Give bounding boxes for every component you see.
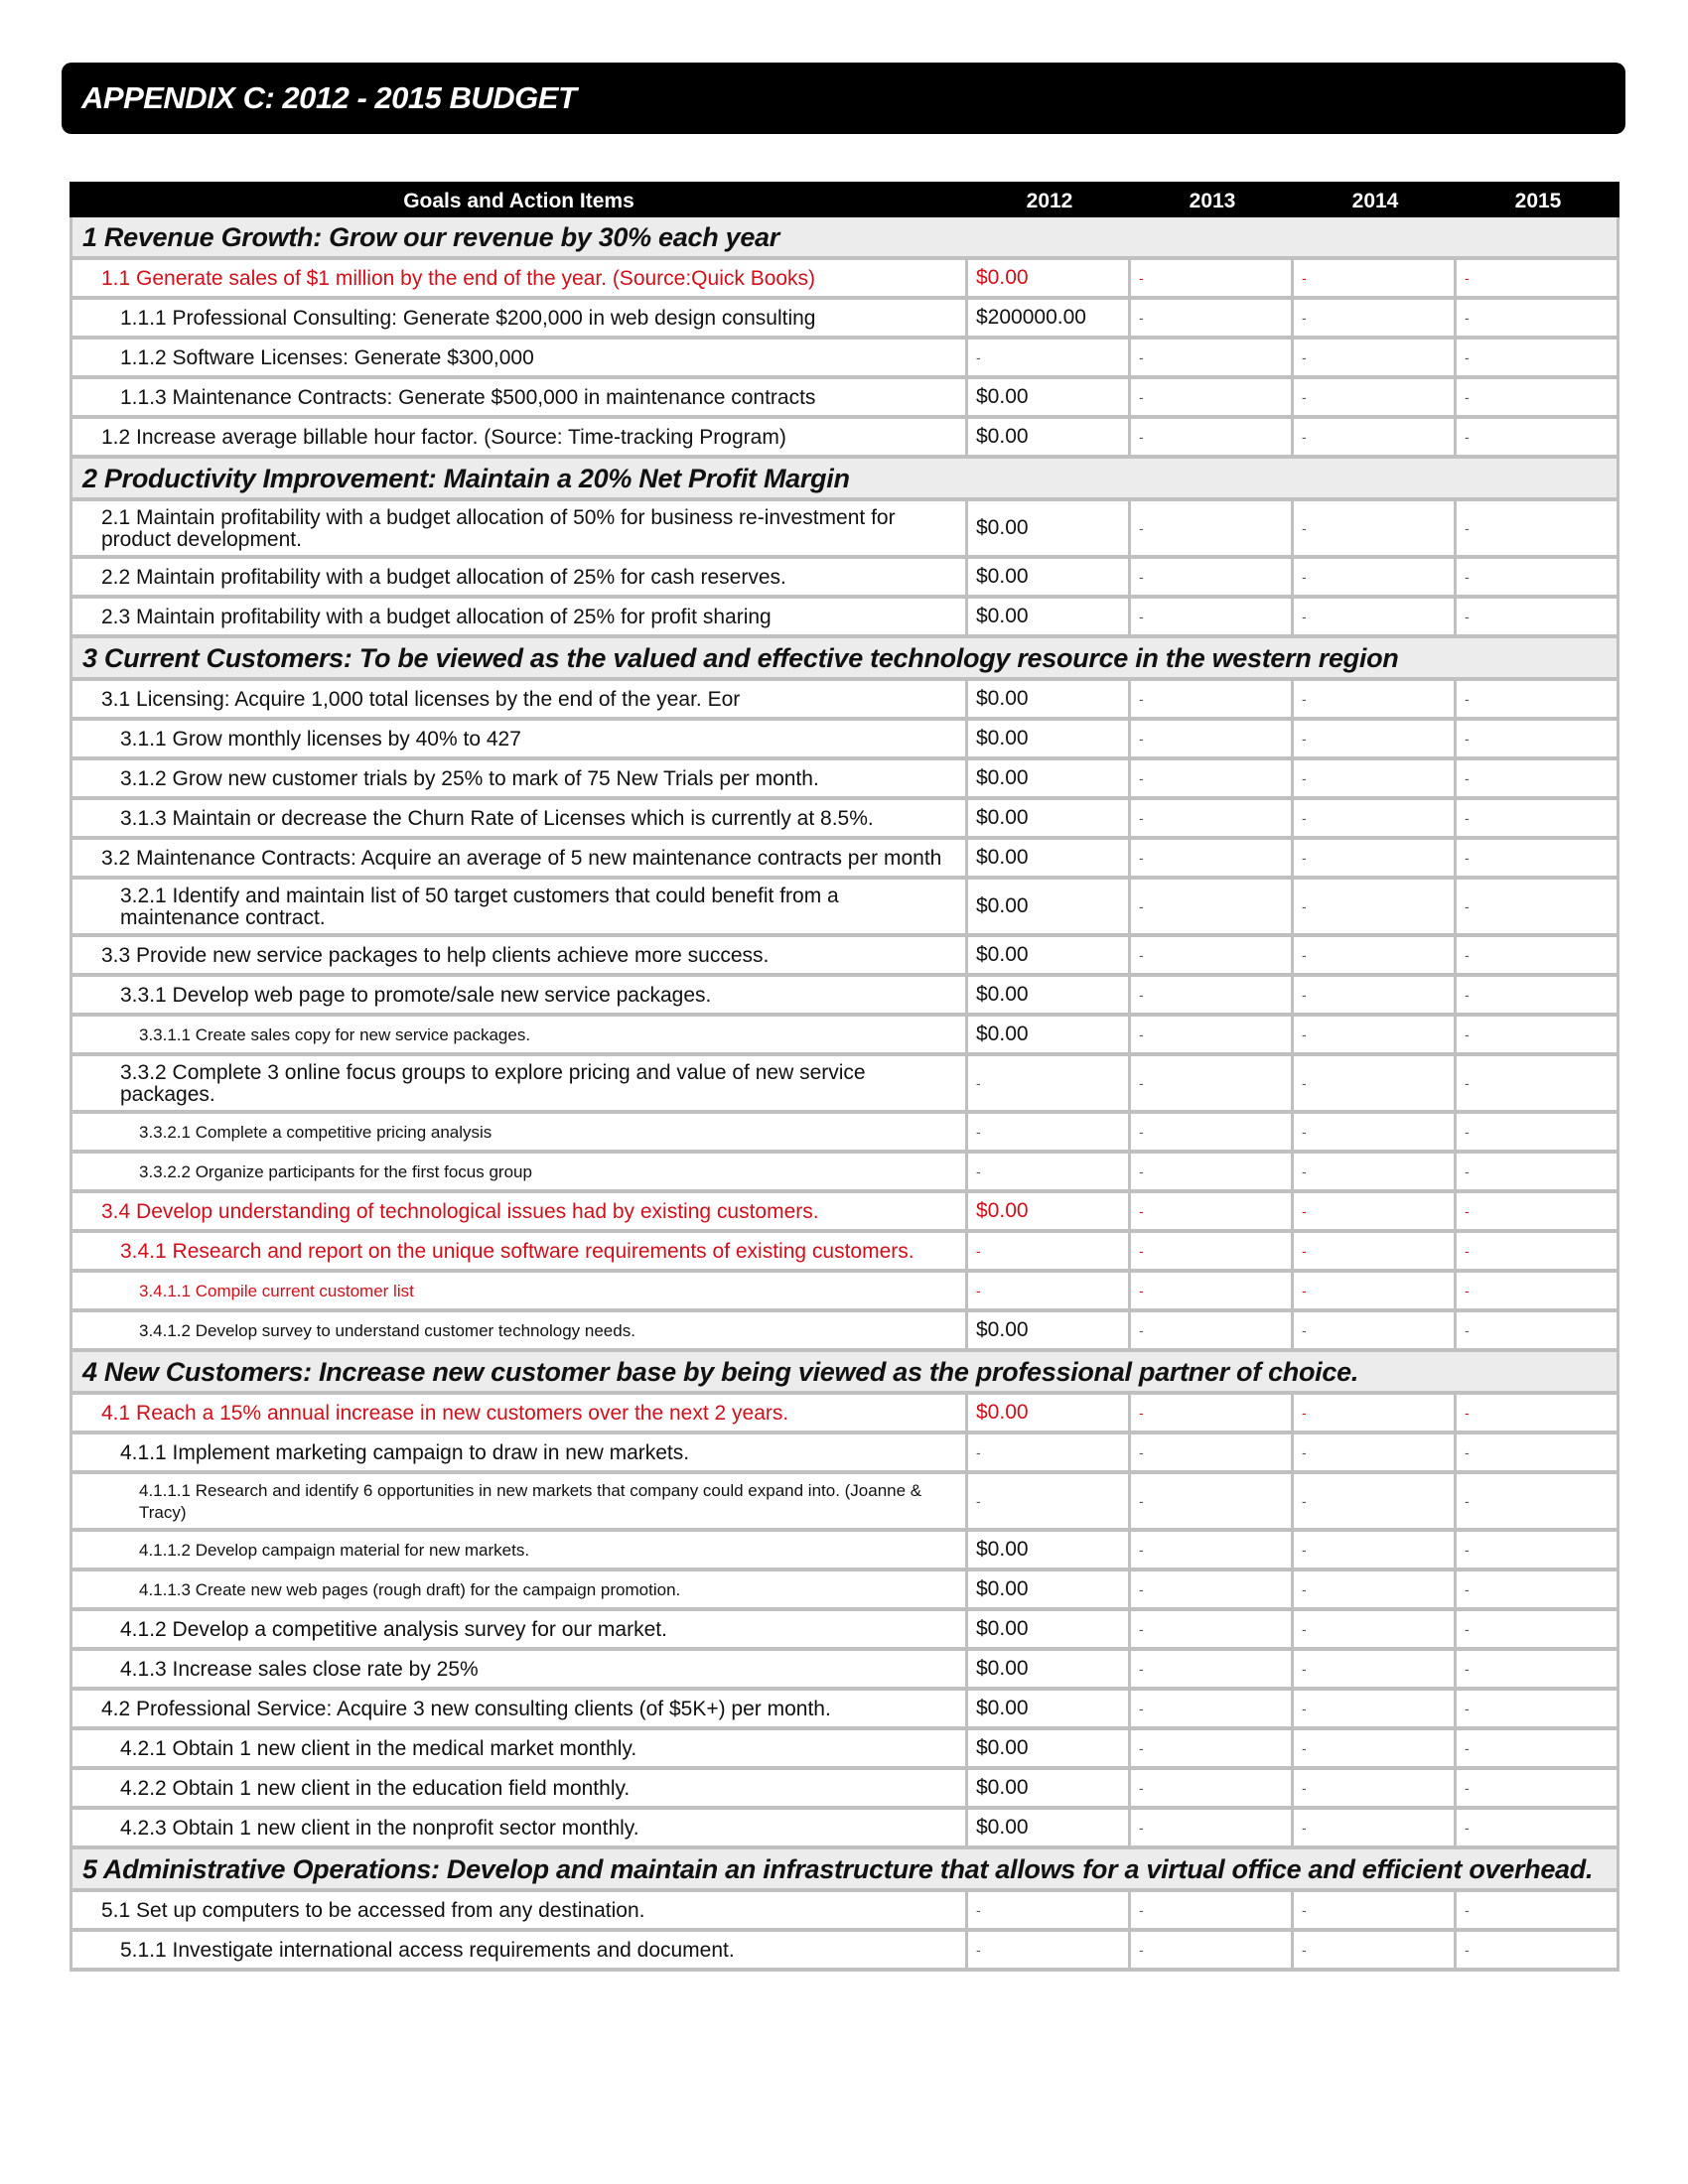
budget-cell-2014: -	[1294, 721, 1457, 756]
budget-cell-2013: -	[1131, 880, 1294, 933]
budget-cell-2012: $0.00	[968, 977, 1131, 1013]
table-row	[70, 1892, 1619, 1932]
budget-cell-2013: -	[1131, 1532, 1294, 1568]
action-item-label: 3.2 Maintenance Contracts: Acquire an average of 5 new maintenance contracts per month	[72, 840, 968, 876]
action-item-label: 3.4 Develop understanding of technological issues had by existing customers.	[72, 1193, 968, 1229]
table-row	[70, 300, 1619, 340]
budget-cell-2012: $0.00	[968, 840, 1131, 876]
table-header-row	[70, 182, 1619, 217]
budget-cell-2013: -	[1131, 760, 1294, 796]
budget-cell-2012: -	[968, 1233, 1131, 1269]
budget-cell-2014: -	[1294, 419, 1457, 455]
column-header-goals: Goals and Action Items	[403, 190, 634, 212]
table-row	[70, 379, 1619, 419]
action-item-label: 3.1.1 Grow monthly licenses by 40% to 427	[72, 721, 968, 756]
budget-cell-2014: -	[1294, 977, 1457, 1013]
budget-cell-2014: -	[1294, 1193, 1457, 1229]
table-body	[70, 217, 1619, 1972]
budget-cell-2014: -	[1294, 501, 1457, 555]
budget-cell-2012: -	[968, 1114, 1131, 1150]
action-item-label: 4.2.1 Obtain 1 new client in the medical market monthly.	[72, 1730, 968, 1766]
budget-cell-2013: -	[1131, 1273, 1294, 1308]
budget-cell-2014: -	[1294, 1154, 1457, 1189]
budget-cell-2012: -	[968, 1434, 1131, 1470]
budget-cell-2012: $0.00	[968, 1571, 1131, 1607]
appendix-banner	[62, 63, 1625, 134]
budget-cell-2012: -	[968, 1056, 1131, 1110]
budget-cell-2012: $0.00	[968, 1611, 1131, 1647]
budget-cell-2015: -	[1465, 731, 1470, 747]
budget-cell-2012: $0.00	[968, 1730, 1131, 1766]
budget-cell-2013: -	[1131, 1651, 1294, 1687]
budget-cell-2014: -	[1294, 1730, 1457, 1766]
action-item-label: 1.1.2 Software Licenses: Generate $300,000	[72, 340, 968, 375]
budget-cell-2012: -	[968, 1154, 1131, 1189]
budget-cell-2013: -	[1131, 1017, 1294, 1052]
goal-group-header: 5 Administrative Operations: Develop and maintain an infrastructure that allows for a virtual office and efficient overhead.	[70, 1849, 1619, 1892]
budget-cell-2015: -	[1465, 947, 1470, 963]
budget-cell-2014: -	[1294, 880, 1457, 933]
action-item-label: 5.1 Set up computers to be accessed from any destination.	[72, 1892, 968, 1928]
budget-cell-2012: $0.00	[968, 760, 1131, 796]
table-row	[70, 1532, 1619, 1571]
budget-cell-2014: -	[1294, 1056, 1457, 1110]
budget-cell-2015: -	[1465, 1283, 1470, 1298]
action-item-label: 3.3.1 Develop web page to promote/sale new service packages.	[72, 977, 968, 1013]
table-row	[70, 760, 1619, 800]
action-item-label: 1.2 Increase average billable hour factor. (Source: Time-tracking Program)	[72, 419, 968, 455]
budget-cell-2015: -	[1465, 1405, 1470, 1421]
table-row	[70, 1056, 1619, 1114]
action-item-label: 3.4.1.2 Develop survey to understand customer technology needs.	[72, 1312, 968, 1348]
table-row	[70, 1571, 1619, 1611]
budget-cell-2014: -	[1294, 1691, 1457, 1726]
goal-group-header: 2 Productivity Improvement: Maintain a 20% Net Profit Margin	[70, 459, 1619, 501]
budget-cell-2013: -	[1131, 300, 1294, 336]
table-row	[70, 721, 1619, 760]
table-row	[70, 501, 1619, 559]
table-row	[70, 1730, 1619, 1770]
budget-cell-2013: -	[1131, 340, 1294, 375]
action-item-label: 2.2 Maintain profitability with a budget allocation of 25% for cash reserves.	[72, 559, 968, 595]
budget-cell-2015: -	[1465, 810, 1470, 826]
budget-cell-2013: -	[1131, 419, 1294, 455]
action-item-label: 4.1.2 Develop a competitive analysis survey for our market.	[72, 1611, 968, 1647]
column-header-2014: 2014	[1351, 190, 1399, 212]
action-item-label: 3.1.3 Maintain or decrease the Churn Rate of Licenses which is currently at 8.5%.	[72, 800, 968, 836]
budget-cell-2012: $0.00	[968, 880, 1131, 933]
action-item-label: 3.3.2 Complete 3 online focus groups to explore pricing and value of new service packages.	[72, 1056, 968, 1110]
budget-cell-2015: -	[1465, 1493, 1470, 1509]
budget-cell-2012: $0.00	[968, 559, 1131, 595]
budget-cell-2013: -	[1131, 1233, 1294, 1269]
action-item-label: 4.1.1.2 Develop campaign material for new markets.	[72, 1532, 968, 1568]
budget-cell-2013: -	[1131, 1892, 1294, 1928]
table-row	[70, 800, 1619, 840]
budget-cell-2015: -	[1465, 1902, 1470, 1918]
table-row	[70, 1932, 1619, 1972]
budget-cell-2015: -	[1465, 1444, 1470, 1460]
budget-cell-2014: -	[1294, 1611, 1457, 1647]
budget-cell-2015: -	[1465, 569, 1470, 585]
budget-cell-2013: -	[1131, 721, 1294, 756]
budget-cell-2014: -	[1294, 260, 1457, 296]
page-title: APPENDIX C: 2012 - 2015 BUDGET	[81, 80, 577, 115]
table-row	[70, 559, 1619, 599]
action-item-label: 4.1.1.3 Create new web pages (rough draft) for the campaign promotion.	[72, 1571, 968, 1607]
budget-cell-2015: -	[1465, 1942, 1470, 1958]
table-row	[70, 599, 1619, 638]
table-row	[70, 1233, 1619, 1273]
budget-cell-2014: -	[1294, 760, 1457, 796]
budget-cell-2013: -	[1131, 937, 1294, 973]
goal-group-header: 4 New Customers: Increase new customer base by being viewed as the professional partner of choice.	[70, 1352, 1619, 1395]
goal-group-header: 1 Revenue Growth: Grow our revenue by 30% each year	[70, 217, 1619, 260]
action-item-label: 3.2.1 Identify and maintain list of 50 target customers that could benefit from a maintenance contract.	[72, 880, 968, 933]
budget-cell-2013: -	[1131, 1932, 1294, 1968]
action-item-label: 5.1.1 Investigate international access requirements and document.	[72, 1932, 968, 1968]
budget-cell-2012: -	[968, 1932, 1131, 1968]
budget-cell-2014: -	[1294, 1233, 1457, 1269]
action-item-label: 4.1.3 Increase sales close rate by 25%	[72, 1651, 968, 1687]
column-header-2015: 2015	[1514, 190, 1562, 212]
budget-cell-2012: $0.00	[968, 1017, 1131, 1052]
budget-cell-2012: -	[968, 340, 1131, 375]
action-item-label: 4.1 Reach a 15% annual increase in new customers over the next 2 years.	[72, 1395, 968, 1431]
budget-cell-2012: $0.00	[968, 1651, 1131, 1687]
budget-cell-2014: -	[1294, 1114, 1457, 1150]
budget-cell-2015: -	[1465, 898, 1470, 914]
table-row	[70, 880, 1619, 937]
budget-cell-2015: -	[1465, 1322, 1470, 1338]
budget-cell-2014: -	[1294, 340, 1457, 375]
budget-cell-2015: -	[1465, 1701, 1470, 1716]
budget-cell-2012: $0.00	[968, 599, 1131, 634]
table-row	[70, 1395, 1619, 1434]
budget-cell-2012: $0.00	[968, 721, 1131, 756]
budget-cell-2012: $0.00	[968, 1532, 1131, 1568]
budget-cell-2015: -	[1465, 389, 1470, 405]
budget-cell-2013: -	[1131, 260, 1294, 296]
goal-group-header: 3 Current Customers: To be viewed as the valued and effective technology resource in the western region	[70, 638, 1619, 681]
budget-cell-2012: $0.00	[968, 1770, 1131, 1806]
budget-cell-2013: -	[1131, 1571, 1294, 1607]
table-row	[70, 1651, 1619, 1691]
budget-cell-2012: $0.00	[968, 419, 1131, 455]
budget-cell-2014: -	[1294, 1932, 1457, 1968]
budget-cell-2013: -	[1131, 840, 1294, 876]
budget-cell-2014: -	[1294, 1474, 1457, 1528]
budget-cell-2013: -	[1131, 681, 1294, 717]
budget-cell-2015: -	[1465, 987, 1470, 1003]
budget-cell-2015: -	[1465, 1542, 1470, 1558]
budget-cell-2015: -	[1465, 1203, 1470, 1219]
budget-cell-2015: -	[1465, 609, 1470, 624]
budget-cell-2015: -	[1465, 1621, 1470, 1637]
budget-cell-2012: $0.00	[968, 1193, 1131, 1229]
action-item-label: 3.3.2.2 Organize participants for the first focus group	[72, 1154, 968, 1189]
budget-cell-2013: -	[1131, 977, 1294, 1013]
action-item-label: 3.4.1 Research and report on the unique software requirements of existing customers.	[72, 1233, 968, 1269]
budget-cell-2014: -	[1294, 1770, 1457, 1806]
action-item-label: 3.1 Licensing: Acquire 1,000 total licenses by the end of the year. Eor	[72, 681, 968, 717]
action-item-label: 3.4.1.1 Compile current customer list	[72, 1273, 968, 1308]
budget-cell-2012: $0.00	[968, 260, 1131, 296]
budget-cell-2012: $0.00	[968, 1312, 1131, 1348]
table-row	[70, 1312, 1619, 1352]
budget-cell-2013: -	[1131, 1611, 1294, 1647]
table-row	[70, 840, 1619, 880]
table-row	[70, 419, 1619, 459]
budget-cell-2013: -	[1131, 800, 1294, 836]
column-header-2013: 2013	[1189, 190, 1236, 212]
table-row	[70, 1114, 1619, 1154]
budget-cell-2015: -	[1465, 1026, 1470, 1042]
budget-cell-2013: -	[1131, 1114, 1294, 1150]
budget-cell-2012: $0.00	[968, 937, 1131, 973]
budget-cell-2015: -	[1465, 1124, 1470, 1140]
table-row	[70, 1474, 1619, 1532]
budget-cell-2014: -	[1294, 559, 1457, 595]
budget-cell-2014: -	[1294, 681, 1457, 717]
budget-cell-2012: $0.00	[968, 800, 1131, 836]
column-header-2012: 2012	[1026, 190, 1073, 212]
budget-cell-2012: -	[968, 1892, 1131, 1928]
budget-cell-2014: -	[1294, 1395, 1457, 1431]
budget-cell-2014: -	[1294, 1434, 1457, 1470]
budget-cell-2015: -	[1465, 1163, 1470, 1179]
table-row	[70, 1017, 1619, 1056]
budget-cell-2013: -	[1131, 379, 1294, 415]
budget-cell-2014: -	[1294, 300, 1457, 336]
budget-cell-2014: -	[1294, 1017, 1457, 1052]
budget-cell-2015: -	[1465, 1581, 1470, 1597]
budget-cell-2013: -	[1131, 1395, 1294, 1431]
budget-cell-2015: -	[1465, 1820, 1470, 1836]
budget-cell-2012: -	[968, 1474, 1131, 1528]
budget-cell-2012: $0.00	[968, 681, 1131, 717]
budget-cell-2014: -	[1294, 1651, 1457, 1687]
action-item-label: 4.2.3 Obtain 1 new client in the nonprofit sector monthly.	[72, 1810, 968, 1845]
budget-cell-2013: -	[1131, 1474, 1294, 1528]
action-item-label: 2.1 Maintain profitability with a budget allocation of 50% for business re-investment for product development.	[72, 501, 968, 555]
action-item-label: 1.1.3 Maintenance Contracts: Generate $500,000 in maintenance contracts	[72, 379, 968, 415]
action-item-label: 1.1 Generate sales of $1 million by the end of the year. (Source:Quick Books)	[72, 260, 968, 296]
table-row	[70, 260, 1619, 300]
budget-cell-2013: -	[1131, 1312, 1294, 1348]
budget-cell-2015: -	[1465, 850, 1470, 866]
budget-cell-2014: -	[1294, 1571, 1457, 1607]
table-row	[70, 1434, 1619, 1474]
action-item-label: 4.2 Professional Service: Acquire 3 new consulting clients (of $5K+) per month.	[72, 1691, 968, 1726]
action-item-label: 4.2.2 Obtain 1 new client in the education field monthly.	[72, 1770, 968, 1806]
budget-cell-2013: -	[1131, 1056, 1294, 1110]
table-row	[70, 1770, 1619, 1810]
action-item-label: 3.1.2 Grow new customer trials by 25% to mark of 75 New Trials per month.	[72, 760, 968, 796]
budget-cell-2015: -	[1465, 520, 1470, 536]
budget-cell-2013: -	[1131, 1770, 1294, 1806]
budget-cell-2013: -	[1131, 501, 1294, 555]
action-item-label: 3.3.1.1 Create sales copy for new service packages.	[72, 1017, 968, 1052]
action-item-label: 1.1.1 Professional Consulting: Generate $200,000 in web design consulting	[72, 300, 968, 336]
budget-cell-2012: $0.00	[968, 1691, 1131, 1726]
budget-cell-2012: $0.00	[968, 1395, 1131, 1431]
budget-cell-2015: -	[1465, 349, 1470, 365]
budget-cell-2014: -	[1294, 1810, 1457, 1845]
budget-cell-2012: -	[968, 1273, 1131, 1308]
budget-cell-2014: -	[1294, 1532, 1457, 1568]
budget-cell-2014: -	[1294, 800, 1457, 836]
action-item-label: 3.3 Provide new service packages to help clients achieve more success.	[72, 937, 968, 973]
table-row	[70, 1611, 1619, 1651]
budget-cell-2012: $0.00	[968, 1810, 1131, 1845]
budget-cell-2013: -	[1131, 1730, 1294, 1766]
budget-cell-2013: -	[1131, 1154, 1294, 1189]
budget-cell-2013: -	[1131, 599, 1294, 634]
budget-cell-2015: -	[1465, 1243, 1470, 1259]
budget-cell-2013: -	[1131, 1434, 1294, 1470]
action-item-label: 4.1.1.1 Research and identify 6 opportunities in new markets that company could expand into. (Joanne & Tracy)	[72, 1474, 968, 1528]
budget-cell-2015: -	[1465, 1075, 1470, 1091]
budget-cell-2015: -	[1465, 429, 1470, 445]
budget-cell-2014: -	[1294, 599, 1457, 634]
budget-cell-2015: -	[1465, 770, 1470, 786]
table-row	[70, 1273, 1619, 1312]
budget-cell-2015: -	[1465, 1740, 1470, 1756]
budget-cell-2015: -	[1465, 1780, 1470, 1796]
table-row	[70, 937, 1619, 977]
budget-cell-2014: -	[1294, 1312, 1457, 1348]
budget-cell-2014: -	[1294, 937, 1457, 973]
action-item-label: 3.3.2.1 Complete a competitive pricing analysis	[72, 1114, 968, 1150]
budget-table	[70, 182, 1619, 1972]
table-row	[70, 1810, 1619, 1849]
budget-cell-2014: -	[1294, 1273, 1457, 1308]
table-row	[70, 1193, 1619, 1233]
budget-cell-2013: -	[1131, 1691, 1294, 1726]
budget-cell-2014: -	[1294, 840, 1457, 876]
action-item-label: 2.3 Maintain profitability with a budget allocation of 25% for profit sharing	[72, 599, 968, 634]
budget-cell-2013: -	[1131, 1193, 1294, 1229]
budget-cell-2014: -	[1294, 1892, 1457, 1928]
budget-cell-2015: -	[1465, 1661, 1470, 1677]
budget-cell-2012: $0.00	[968, 379, 1131, 415]
budget-cell-2015: -	[1465, 691, 1470, 707]
table-row	[70, 1691, 1619, 1730]
budget-cell-2014: -	[1294, 379, 1457, 415]
table-row	[70, 681, 1619, 721]
budget-cell-2015: -	[1465, 310, 1470, 326]
table-row	[70, 340, 1619, 379]
budget-cell-2012: $0.00	[968, 501, 1131, 555]
budget-cell-2012: $200000.00	[968, 300, 1131, 336]
budget-cell-2013: -	[1131, 1810, 1294, 1845]
table-row	[70, 1154, 1619, 1193]
budget-cell-2015: -	[1465, 270, 1470, 286]
action-item-label: 4.1.1 Implement marketing campaign to draw in new markets.	[72, 1434, 968, 1470]
table-row	[70, 977, 1619, 1017]
budget-cell-2013: -	[1131, 559, 1294, 595]
